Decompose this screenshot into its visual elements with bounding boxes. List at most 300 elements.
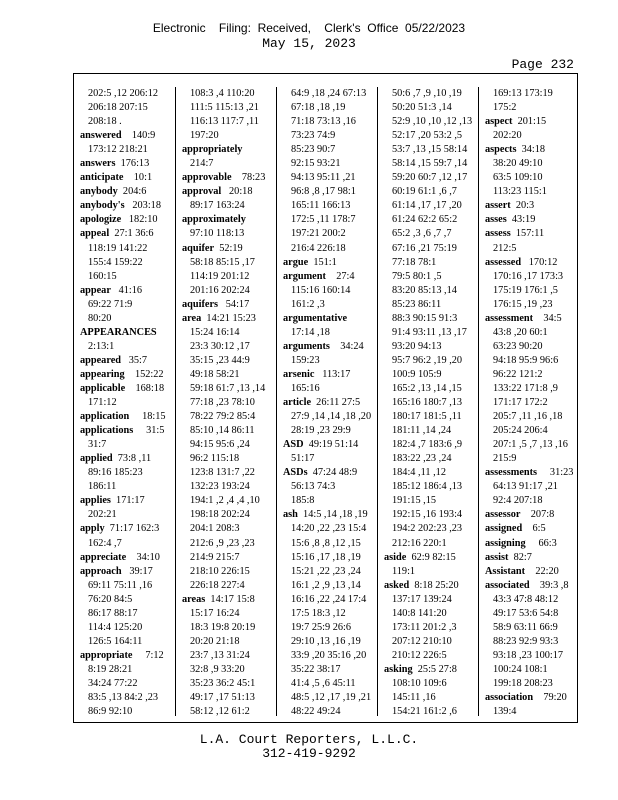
- index-reference-line: [485, 480, 577, 494]
- index-reference-line: [384, 508, 476, 522]
- index-term: [283, 312, 375, 326]
- index-reference-line: [384, 607, 476, 621]
- index-term-label: assess: [485, 228, 511, 240]
- page-line-refs: 170:16 ,17 173:3: [493, 270, 564, 282]
- page-line-refs: 207:1 ,5 ,7 ,13 ,16: [493, 439, 568, 451]
- page-line-refs: 69:11 75:11 ,16: [88, 579, 153, 591]
- index-term-label: appearing: [80, 368, 125, 380]
- page-line-refs: 39:17: [121, 565, 153, 577]
- page-line-refs: 80:20: [88, 312, 112, 324]
- index-reference-line: [283, 354, 375, 368]
- index-term: [283, 340, 375, 354]
- index-term-label: anybody's: [80, 200, 125, 212]
- page-line-refs: 119:1: [392, 565, 416, 577]
- index-term: [485, 115, 577, 129]
- page-line-refs: 86:9 92:10: [88, 706, 133, 718]
- page-line-refs: 61:24 62:2 65:2: [392, 214, 458, 226]
- page-number: Page 232: [511, 57, 574, 72]
- index-reference-line: [283, 480, 375, 494]
- index-reference-line: [182, 410, 274, 424]
- page-line-refs: 2:13:1: [88, 340, 115, 352]
- page-line-refs: 43:8 ,20 60:1: [493, 326, 548, 338]
- page-line-refs: 96:2 115:18: [190, 453, 240, 465]
- page-line-refs: 123:8 131:7 ,22: [190, 467, 255, 479]
- index-term-label: APPEARANCES: [80, 326, 157, 338]
- index-reference-line: [182, 705, 274, 719]
- index-reference-line: [485, 171, 577, 185]
- index-reference-line: [485, 298, 577, 312]
- page-line-refs: 202:5 ,12 206:12: [88, 88, 159, 99]
- index-reference-line: [485, 705, 577, 719]
- page-line-refs: 14:20 ,22 ,23 15:4: [291, 523, 367, 535]
- index-term-label: article: [283, 397, 312, 409]
- index-reference-line: [283, 579, 375, 593]
- index-term: [182, 143, 274, 157]
- page-line-refs: 93:20 94:13: [392, 340, 442, 352]
- page-line-refs: 82:7: [508, 551, 532, 563]
- index-reference-line: [384, 256, 476, 270]
- index-reference-line: [283, 551, 375, 565]
- page-line-refs: 157:11: [510, 228, 545, 240]
- index-reference-line: [283, 242, 375, 256]
- index-reference-line: [80, 607, 172, 621]
- page-line-refs: 47:24 48:9: [307, 467, 358, 479]
- index-reference-line: [182, 466, 274, 480]
- page-line-refs: 114:19 201:12: [190, 270, 250, 282]
- page-line-refs: 169:13 173:19: [493, 88, 553, 99]
- index-reference-line: [485, 424, 577, 438]
- index-reference-line: [182, 691, 274, 705]
- index-term-label: applies: [80, 495, 111, 507]
- page-line-refs: 48:5 ,12 ,17 ,19 ,21: [291, 692, 372, 704]
- index-reference-line: [80, 396, 172, 410]
- index-term: [182, 298, 274, 312]
- page-line-refs: 94:13 95:11 ,21: [291, 172, 356, 184]
- index-term-label: aquifer: [182, 242, 215, 254]
- page-line-refs: 41:16: [110, 284, 143, 296]
- index-reference-line: [384, 410, 476, 424]
- index-reference-line: [182, 480, 274, 494]
- index-reference-line: [182, 326, 274, 340]
- index-reference-line: [182, 565, 274, 579]
- page-line-refs: 56:13 74:3: [291, 481, 336, 493]
- page-line-refs: 6:5: [522, 523, 546, 535]
- page-line-refs: 140:8 141:20: [392, 607, 447, 619]
- index-reference-line: [384, 480, 476, 494]
- index-reference-line: [182, 87, 274, 101]
- page-line-refs: 100:24 108:1: [493, 663, 548, 675]
- page-line-refs: 14:17 15:8: [205, 593, 255, 605]
- index-reference-line: [182, 284, 274, 298]
- page-line-refs: 115:16 160:14: [291, 284, 351, 296]
- page-line-refs: 31:23: [537, 467, 574, 479]
- page-line-refs: 214:9 215:7: [190, 551, 240, 563]
- page-line-refs: 160:15: [88, 270, 117, 282]
- page-line-refs: 20:20 21:18: [190, 635, 240, 647]
- index-term-label: appear: [80, 284, 111, 296]
- index-term: [80, 185, 172, 199]
- index-term: [80, 424, 172, 438]
- page-line-refs: 38:20 49:10: [493, 158, 543, 170]
- page-line-refs: 62:9 82:15: [406, 551, 456, 563]
- index-term-label: assessment: [485, 312, 534, 324]
- index-term: [182, 213, 274, 227]
- page-line-refs: 20:18: [221, 186, 253, 198]
- page-line-refs: 35:23 36:2 45:1: [190, 677, 256, 689]
- index-reference-line: [283, 213, 375, 227]
- page-line-refs: 207:8: [520, 509, 555, 521]
- index-term-label: appropriately: [182, 144, 243, 156]
- page-line-refs: 198:18 202:24: [190, 509, 250, 521]
- page-line-refs: 34:10: [126, 551, 160, 563]
- page-line-refs: 10:1: [123, 172, 153, 184]
- page-line-refs: 15:17 16:24: [190, 607, 240, 619]
- page-line-refs: 185:8: [291, 495, 315, 507]
- page-line-refs: 18:15: [129, 411, 166, 423]
- page-line-refs: 205:24 206:4: [493, 425, 548, 437]
- index-term-label: assert: [485, 200, 511, 212]
- index-reference-line: [485, 410, 577, 424]
- page-line-refs: 27:9 ,14 ,14 ,18 ,20: [291, 411, 372, 423]
- page-line-refs: 205:7 ,11 ,16 ,18: [493, 411, 563, 423]
- page-line-refs: 78:23: [231, 172, 266, 184]
- index-reference-line: [384, 705, 476, 719]
- index-reference-line: [182, 382, 274, 396]
- index-reference-line: [384, 326, 476, 340]
- index-reference-line: [283, 410, 375, 424]
- page-line-refs: 171:17 172:2: [493, 397, 548, 409]
- index-reference-line: [485, 340, 577, 354]
- index-reference-line: [384, 677, 476, 691]
- index-term-label: argue: [283, 256, 309, 268]
- page-line-refs: 165:11 166:13: [291, 200, 351, 212]
- index-term: [485, 466, 577, 480]
- index-reference-line: [182, 157, 274, 171]
- page-line-refs: 202:21: [88, 509, 117, 521]
- index-reference-line: [283, 663, 375, 677]
- index-reference-line: [384, 101, 476, 115]
- page-line-refs: 194:1 ,2 ,4 ,4 ,10: [190, 495, 260, 507]
- index-reference-line: [384, 649, 476, 663]
- index-reference-line: [283, 143, 375, 157]
- page-line-refs: 186:11: [88, 481, 117, 493]
- index-reference-line: [384, 143, 476, 157]
- index-reference-line: [485, 270, 577, 284]
- page-line-refs: 28:19 ,23 29:9: [291, 425, 351, 437]
- page-line-refs: 59:18 61:7 ,13 ,14: [190, 382, 266, 394]
- index-reference-line: [384, 635, 476, 649]
- page-line-refs: 181:11 ,14 ,24: [392, 425, 452, 437]
- index-reference-line: [485, 438, 577, 452]
- page-line-refs: 184:4 ,11 ,12: [392, 467, 446, 479]
- index-reference-line: [485, 593, 577, 607]
- index-term: [283, 256, 375, 270]
- page-line-refs: 23:7 ,13 31:24: [190, 649, 250, 661]
- page-line-refs: 35:15 ,23 44:9: [190, 354, 250, 366]
- page-line-refs: 50:6 ,7 ,9 ,10 ,19: [392, 88, 462, 99]
- index-term-label: apologize: [80, 214, 122, 226]
- index-reference-line: [283, 382, 375, 396]
- index-reference-line: [80, 256, 172, 270]
- index-term-label: applied: [80, 453, 113, 465]
- index-reference-line: [384, 621, 476, 635]
- index-reference-line: [182, 677, 274, 691]
- page-line-refs: 85:23 90:7: [291, 144, 336, 156]
- index-term-label: apply: [80, 523, 105, 535]
- index-reference-line: [182, 579, 274, 593]
- index-reference-line: [283, 522, 375, 536]
- index-reference-line: [182, 649, 274, 663]
- index-term-label: aside: [384, 551, 407, 563]
- index-term-label: asked: [384, 579, 410, 591]
- index-term: [384, 663, 476, 677]
- index-term: [283, 396, 375, 410]
- index-reference-line: [384, 466, 476, 480]
- page-line-refs: 79:20: [533, 692, 567, 704]
- index-column-1: [74, 87, 174, 716]
- index-reference-line: [182, 354, 274, 368]
- page-line-refs: 111:5 115:13 ,21: [190, 102, 259, 114]
- page-line-refs: 60:19 61:1 ,6 ,7: [392, 186, 457, 198]
- page-line-refs: 151:1: [308, 256, 337, 268]
- page-line-refs: 212:16 220:1: [392, 537, 447, 549]
- index-term-label: arguments: [283, 340, 330, 352]
- page-line-refs: 114:4 125:20: [88, 621, 143, 633]
- index-term-label: ASDs: [283, 467, 308, 479]
- index-term: [80, 213, 172, 227]
- page-line-refs: 191:15 ,15: [392, 495, 437, 507]
- index-reference-line: [182, 368, 274, 382]
- index-reference-line: [384, 242, 476, 256]
- index-reference-line: [182, 607, 274, 621]
- index-term-label: appeared: [80, 354, 122, 366]
- index-reference-line: [80, 115, 172, 129]
- index-reference-line: [283, 101, 375, 115]
- page-line-refs: 8:18 25:20: [409, 579, 459, 591]
- index-reference-line: [182, 227, 274, 241]
- index-term-label: association: [485, 692, 534, 704]
- index-term: [283, 368, 375, 382]
- page-line-refs: 182:4 ,7 183:6 ,9: [392, 439, 463, 451]
- index-term-label: application: [80, 411, 130, 423]
- index-reference-line: [182, 115, 274, 129]
- page-line-refs: 85:10 ,14 86:11: [190, 425, 255, 437]
- index-reference-line: [485, 185, 577, 199]
- page-line-refs: 49:17 ,17 51:13: [190, 692, 255, 704]
- page-line-refs: 76:20 84:5: [88, 593, 133, 605]
- page-line-refs: 214:7: [190, 158, 214, 170]
- page-line-refs: 173:11 201:2 ,3: [392, 621, 457, 633]
- page-line-refs: 171:12: [88, 397, 117, 409]
- index-term: [485, 691, 577, 705]
- page-line-refs: 58:14 ,15 59:7 ,14: [392, 158, 468, 170]
- page-line-refs: 22:20: [525, 565, 559, 577]
- page-line-refs: 97:10 118:13: [190, 228, 245, 240]
- index-reference-line: [384, 438, 476, 452]
- index-reference-line: [283, 452, 375, 466]
- page-line-refs: 91:4 93:11 ,13 ,17: [392, 326, 467, 338]
- page-line-refs: 71:17 162:3: [104, 523, 160, 535]
- page-line-refs: 175:19 176:1 ,5: [493, 284, 558, 296]
- deposition-date: May 15, 2023: [262, 36, 356, 51]
- index-reference-line: [384, 565, 476, 579]
- index-column-5: [478, 87, 579, 716]
- index-reference-line: [283, 621, 375, 635]
- index-reference-line: [384, 494, 476, 508]
- index-reference-line: [80, 537, 172, 551]
- page-line-refs: 88:23 92:9 93:3: [493, 635, 559, 647]
- index-frame: [73, 73, 578, 723]
- index-term: [485, 565, 577, 579]
- page-line-refs: 67:18 ,18 ,19: [291, 102, 346, 114]
- index-reference-line: [485, 242, 577, 256]
- page-line-refs: 203:18: [124, 200, 161, 212]
- index-reference-line: [283, 87, 375, 101]
- page-line-refs: 52:9 ,10 ,10 ,12 ,13: [392, 116, 473, 128]
- index-reference-line: [80, 298, 172, 312]
- page-line-refs: 29:10 ,13 ,16 ,19: [291, 635, 361, 647]
- page-line-refs: 14:21 15:23: [201, 312, 256, 324]
- index-reference-line: [485, 354, 577, 368]
- page-line-refs: 18:3 19:8 20:19: [190, 621, 256, 633]
- page-line-refs: 100:9 105:9: [392, 368, 442, 380]
- footer-phone: 312-419-9292: [262, 746, 356, 761]
- page-line-refs: 180:17 181:5 ,11: [392, 411, 462, 423]
- page-line-refs: 171:17: [110, 495, 145, 507]
- index-reference-line: [384, 424, 476, 438]
- index-reference-line: [80, 705, 172, 719]
- index-term-label: approval: [182, 186, 222, 198]
- page-line-refs: 216:4 226:18: [291, 242, 346, 254]
- page-line-refs: 14:5 ,14 ,18 ,19: [297, 509, 368, 521]
- index-reference-line: [485, 382, 577, 396]
- index-reference-line: [182, 270, 274, 284]
- index-term: [80, 326, 172, 340]
- index-term: [485, 537, 577, 551]
- index-term-label: appreciate: [80, 551, 127, 563]
- index-term: [485, 213, 577, 227]
- index-term: [485, 508, 577, 522]
- page-line-refs: 79:5 80:1 ,5: [392, 270, 442, 282]
- index-reference-line: [283, 537, 375, 551]
- page-line-refs: 154:21 161:2 ,6: [392, 706, 457, 718]
- index-reference-line: [283, 593, 375, 607]
- index-reference-line: [384, 396, 476, 410]
- index-reference-line: [485, 368, 577, 382]
- index-reference-line: [80, 663, 172, 677]
- page-line-refs: 34:24 77:22: [88, 677, 138, 689]
- page-line-refs: 19:7 25:9 26:6: [291, 621, 352, 633]
- page-line-refs: 182:10: [121, 214, 158, 226]
- index-term: [182, 185, 274, 199]
- index-reference-line: [384, 115, 476, 129]
- page-line-refs: 152:22: [124, 368, 164, 380]
- page-line-refs: 54:17: [218, 298, 250, 310]
- index-reference-line: [283, 115, 375, 129]
- page-line-refs: 137:17 139:24: [392, 593, 452, 605]
- index-reference-line: [283, 185, 375, 199]
- index-term-label: approach: [80, 565, 122, 577]
- page-line-refs: 39:3 ,8: [529, 579, 569, 591]
- index-reference-line: [80, 438, 172, 452]
- page-line-refs: 64:13 91:17 ,21: [493, 481, 558, 493]
- page-line-refs: 34:24: [329, 340, 364, 352]
- page-line-refs: 108:3 ,4 110:20: [190, 88, 255, 99]
- index-term-label: answers: [80, 158, 116, 170]
- index-term: [283, 466, 375, 480]
- index-term: [80, 354, 172, 368]
- index-reference-line: [485, 452, 577, 466]
- index-reference-line: [283, 677, 375, 691]
- index-reference-line: [283, 649, 375, 663]
- page-line-refs: 16:16 ,22 ,24 17:4: [291, 593, 367, 605]
- page-line-refs: 173:12 218:21: [88, 144, 148, 156]
- index-reference-line: [384, 340, 476, 354]
- index-reference-line: [182, 494, 274, 508]
- page-line-refs: 113:17: [314, 368, 351, 380]
- index-term: [485, 199, 577, 213]
- page-line-refs: 53:7 ,13 ,15 58:14: [392, 144, 468, 156]
- index-term: [485, 256, 577, 270]
- index-reference-line: [182, 663, 274, 677]
- page-line-refs: 116:13 117:7 ,11: [190, 116, 259, 128]
- index-reference-line: [283, 171, 375, 185]
- page-line-refs: 92:15 93:21: [291, 158, 341, 170]
- index-term: [80, 522, 172, 536]
- page-line-refs: 192:15 ,16 193:4: [392, 509, 463, 521]
- page-line-refs: 126:5 164:11: [88, 635, 143, 647]
- page-line-refs: 17:14 ,18: [291, 326, 330, 338]
- index-reference-line: [182, 340, 274, 354]
- page-line-refs: 208:18 .: [88, 116, 122, 128]
- page-line-refs: 15:24 16:14: [190, 326, 240, 338]
- index-term-label: asking: [384, 663, 413, 675]
- page-line-refs: 170:12: [521, 256, 558, 268]
- page-line-refs: 226:18 227:4: [190, 579, 245, 591]
- page-line-refs: 63:23 90:20: [493, 340, 543, 352]
- page-line-refs: 89:17 163:24: [190, 200, 245, 212]
- index-reference-line: [283, 157, 375, 171]
- index-term: [80, 382, 172, 396]
- index-reference-line: [182, 438, 274, 452]
- page-line-refs: 145:11 ,16: [392, 692, 436, 704]
- index-term-label: argumentative: [283, 312, 348, 324]
- page-line-refs: 194:2 202:23 ,23: [392, 523, 463, 535]
- page-line-refs: 31:7: [88, 439, 107, 451]
- page-line-refs: 59:20 60:7 ,12 ,17: [392, 172, 468, 184]
- index-term-label: anybody: [80, 186, 118, 198]
- index-reference-line: [182, 621, 274, 635]
- index-reference-line: [182, 256, 274, 270]
- page-line-refs: 218:10 226:15: [190, 565, 250, 577]
- page-line-refs: 207:12 210:10: [392, 635, 452, 647]
- index-term-label: aspects: [485, 144, 517, 156]
- index-column-4: [377, 87, 478, 716]
- index-reference-line: [283, 635, 375, 649]
- index-term: [283, 438, 375, 452]
- index-reference-line: [485, 284, 577, 298]
- index-reference-line: [182, 508, 274, 522]
- page-line-refs: 65:2 ,3 ,6 ,7 ,7: [392, 228, 452, 240]
- page-line-refs: 96:22 121:2: [493, 368, 543, 380]
- index-reference-line: [283, 607, 375, 621]
- index-reference-line: [80, 312, 172, 326]
- index-term: [80, 410, 172, 424]
- page-line-refs: 83:5 ,13 84:2 ,23: [88, 692, 159, 704]
- page-line-refs: 7:12: [132, 649, 164, 661]
- index-reference-line: [182, 522, 274, 536]
- index-reference-line: [384, 382, 476, 396]
